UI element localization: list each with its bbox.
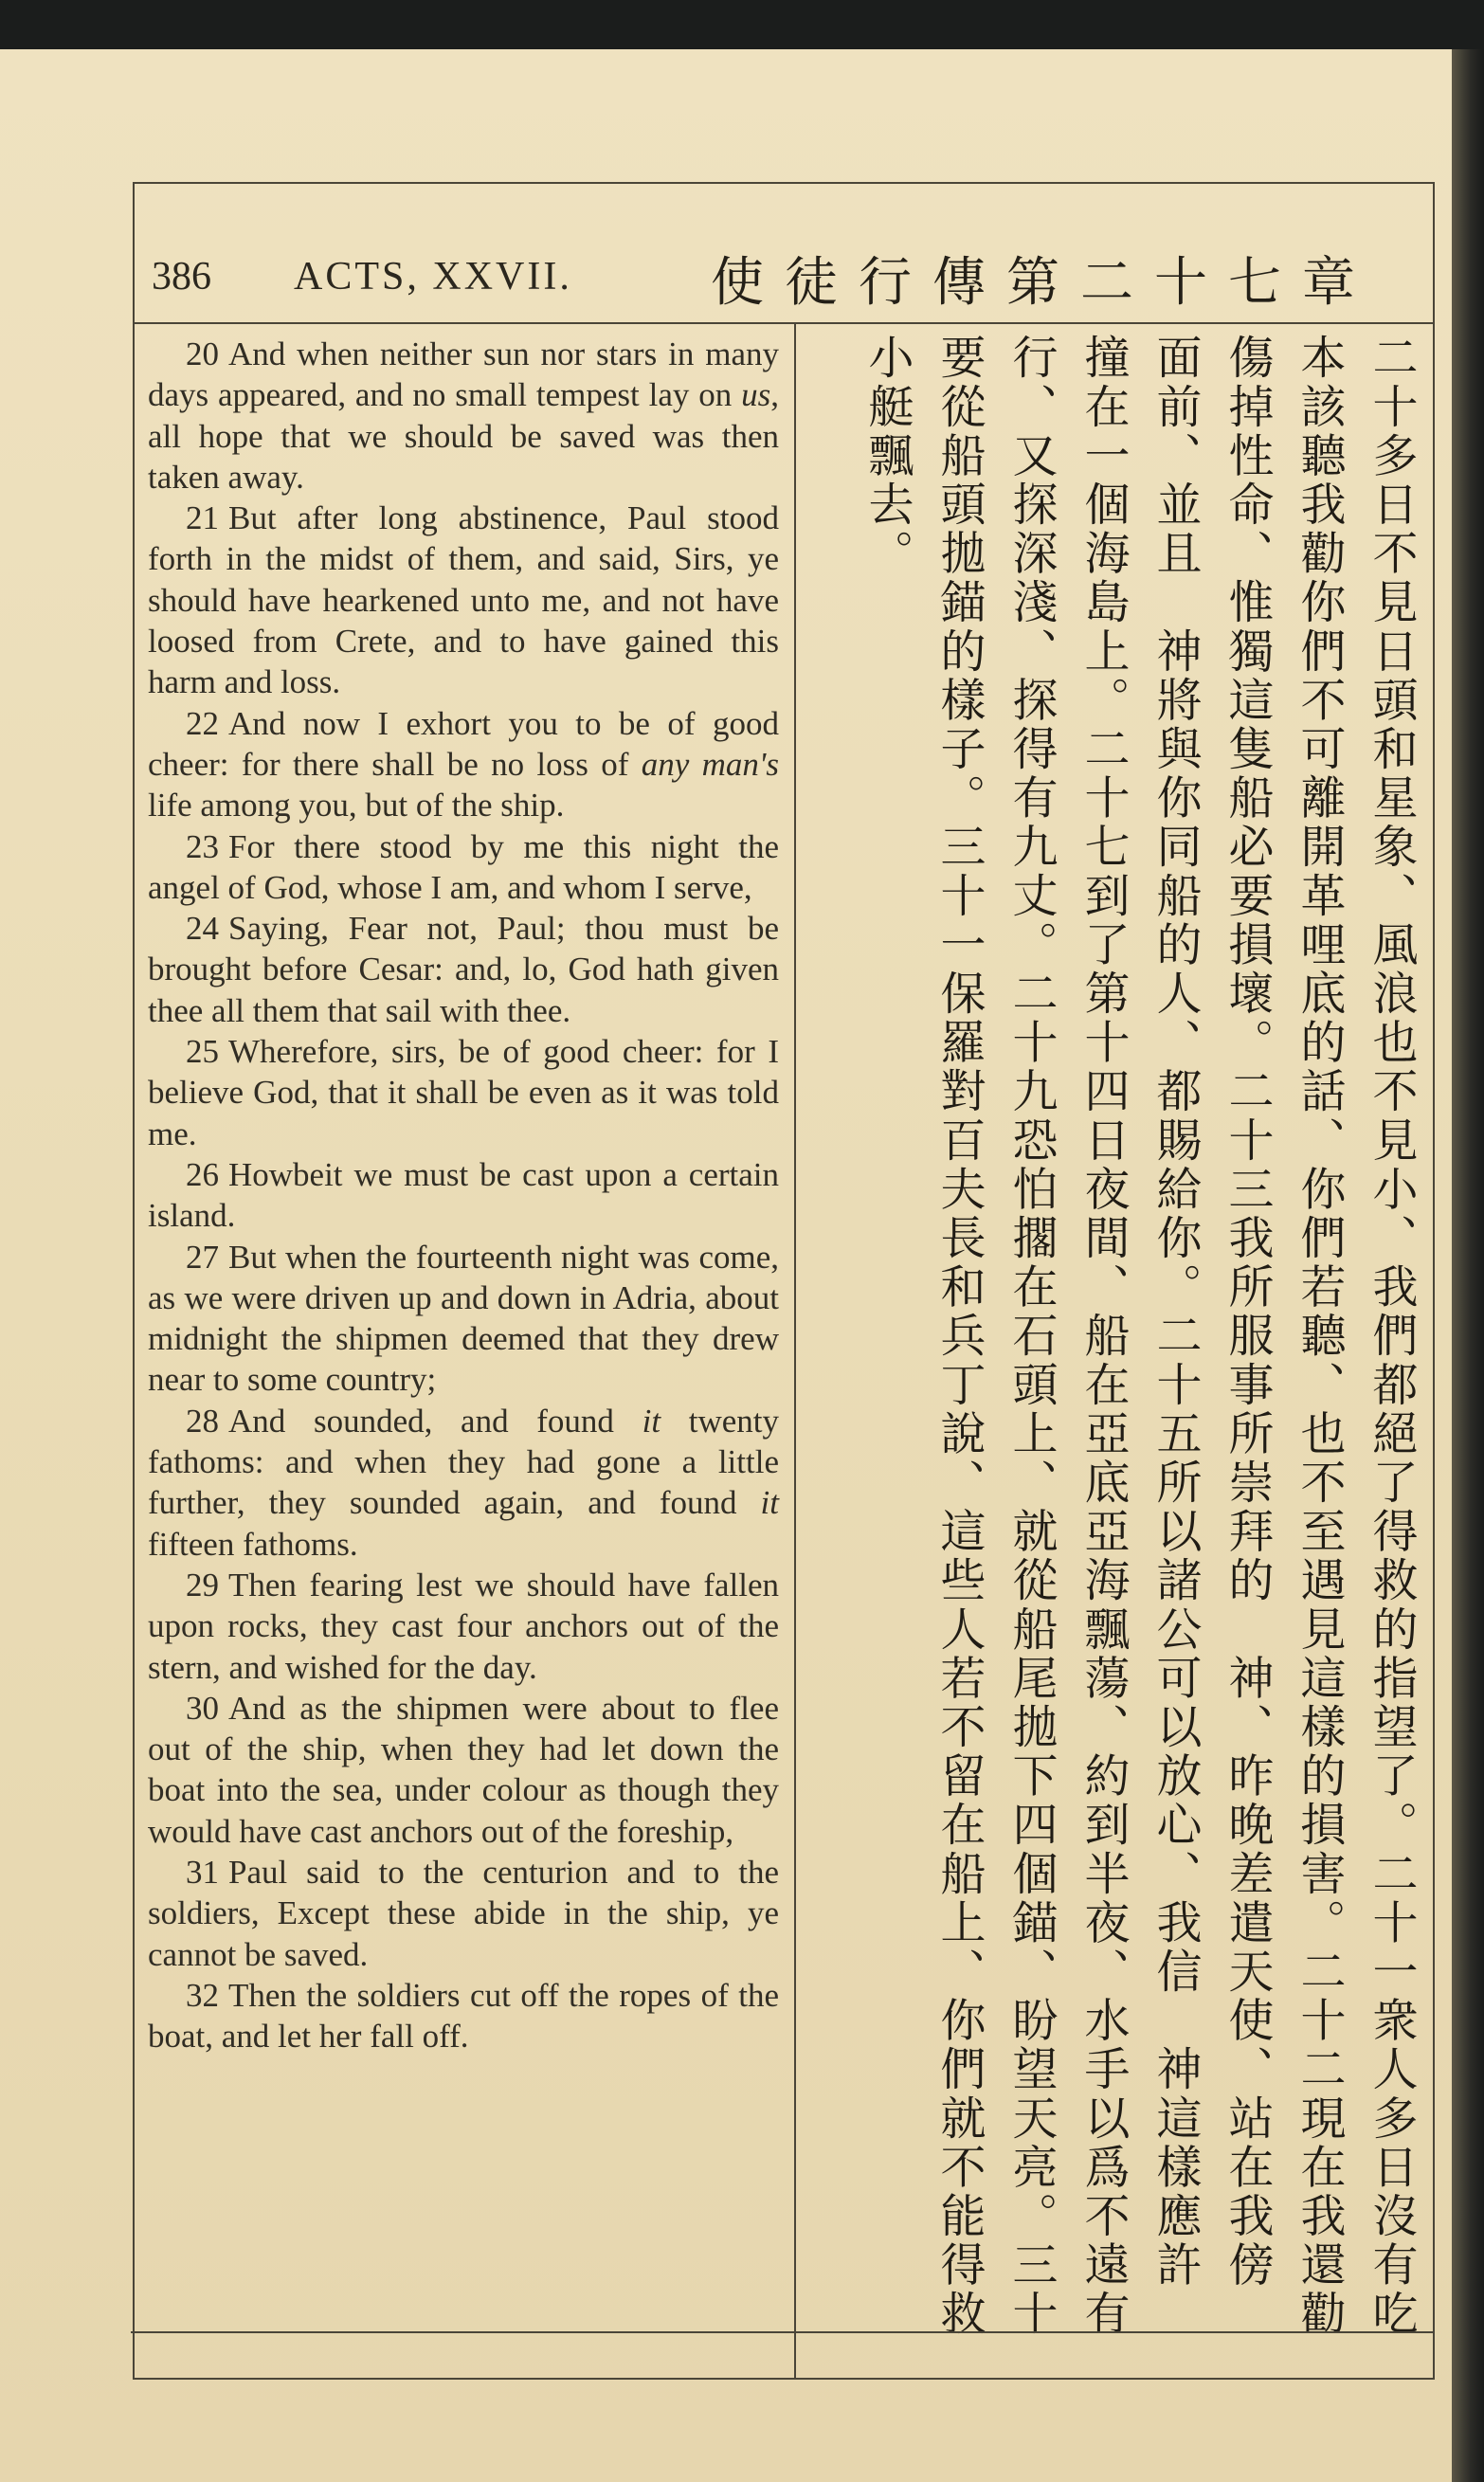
page-edge-shadow [1452, 49, 1484, 2482]
chinese-line-8: 小艇飄去。 [860, 334, 914, 578]
chinese-column [807, 334, 1420, 2371]
verse-20: 20 And when neither sun nor stars in many days appeared, and no small tempest lay on us, all hope that we should be saved was then taken away. [148, 335, 779, 496]
verse-22: 22 And now I exhort you to be of good cheer: for there shall be no loss of any man's life among you, but of the ship. [148, 704, 779, 824]
chinese-line-4: 面前、並且 神將與你同船的人、都賜給你。二十五所以諸公可以放心、我信 神這樣應許 [1149, 334, 1202, 2290]
verse-25: 25 Wherefore, sirs, be of good cheer: for I believe God, that it shall be even as it was told me. [148, 1033, 779, 1152]
english-column [148, 334, 779, 2056]
chinese-line-6: 行、又探深淺、探得有九丈。二十九恐怕擱在石頭上、就從船尾拋下四個錨、盼望天亮。三十 [1004, 334, 1058, 2339]
verse-30: 30 And as the shipmen were about to flee out of the ship, when they had let down the boat into the sea, under colour as though they would have cast anchors out of the foreship, [148, 1689, 779, 1850]
column-divider [794, 322, 796, 2378]
verse-26: 26 Howbeit we must be cast upon a certain island. [148, 1155, 779, 1235]
chinese-line-2: 本該聽我勸你們不可離開革哩底的話、你們若聽、也不至遇見這樣的損害。二十二現在我還勸 [1293, 334, 1346, 2339]
bottom-rule [131, 2331, 1433, 2333]
chinese-line-5: 撞在一個海島上。二十七到了第十四日夜間、船在亞底亞海飄蕩、約到半夜、水手以爲不遠有 [1077, 334, 1130, 2339]
verse-32: 32 Then the soldiers cut off the ropes of the boat, and let her fall off. [148, 1976, 779, 2056]
verse-24: 24 Saying, Fear not, Paul; thou must be brought before Cesar: and, lo, God hath given thee all them that sail with thee. [148, 910, 779, 1029]
verse-27: 27 But when the fourteenth night was come, as we were driven up and down in Adria, about midnight the shipmen deemed that they drew near to some country; [148, 1238, 779, 1399]
page-number: 386 [152, 255, 211, 299]
verse-29: 29 Then fearing lest we should have fallen upon rocks, they cast four anchors out of the stern, and wished for the day. [148, 1566, 779, 1686]
chinese-line-3: 傷掉性命、惟獨這隻船必要損壞。二十三我所服事所崇拜的 神、昨晚差遣天使、站在我傍 [1221, 334, 1274, 2290]
running-head: ACTS, XXVII. [294, 255, 572, 299]
verse-28: 28 And sounded, and found it twenty fathoms: and when they had gone a little further, they sounded again, and found it fifteen fathoms. [148, 1402, 780, 1563]
verse-23: 23 For there stood by me this night the angel of God, whose I am, and whom I serve, [148, 827, 779, 906]
book-page [0, 49, 1452, 2482]
page-header [135, 184, 1433, 324]
verse-31: 31 Paul said to the centurion and to the soldiers, Except these abide in the ship, ye cannot be saved. [148, 1853, 779, 1973]
chinese-line-7: 要從船頭拋錨的樣子。三十一保羅對百夫長和兵丁說、這些人若不留在船上、你們就不能得救 [932, 334, 986, 2339]
chinese-title: 使徒行傳第二十七章 [711, 252, 1376, 314]
chinese-line-1: 二十多日不見日頭和星象、風浪也不見小、我們都絕了得救的指望了。二十一衆人多日沒有吃 [1365, 334, 1418, 2339]
verse-21: 21 But after long abstinence, Paul stood forth in the midst of them, and said, Sirs, ye should have hearkened unto me, and not have loosed from Crete, and to have gained this harm and loss. [148, 499, 779, 701]
